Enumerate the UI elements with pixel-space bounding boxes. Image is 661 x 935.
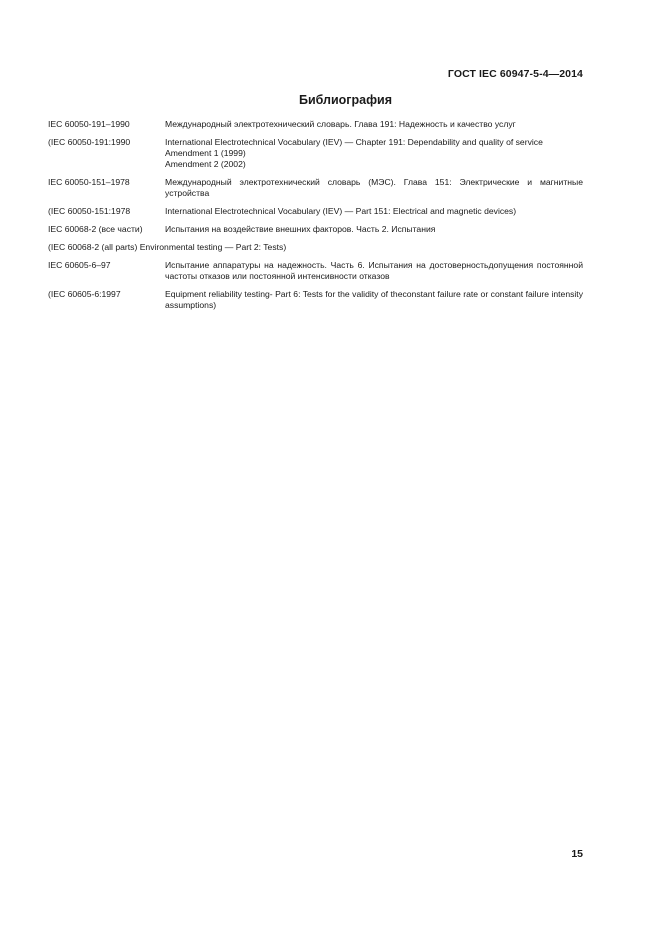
entry-description <box>165 206 583 217</box>
bibliography-entry <box>48 289 583 311</box>
entry-line: Международный электротехнический словарь. Глава 191: Надежность и качество услуг <box>165 119 516 129</box>
entry-reference: (IEC 60605-6:1997 <box>48 289 121 299</box>
entry-line: Испытание аппаратуры на надежность. Часть 6. Испытания на достоверностьдопущения постоянной частоты отказов или постоянной интенсивности отказов <box>165 260 583 281</box>
entry-reference: IEC 60050-151–1978 <box>48 177 130 187</box>
bibliography-entry <box>48 137 583 170</box>
entry-amendment: Amendment 2 (2002) <box>165 159 246 169</box>
entry-description <box>165 177 583 199</box>
entry-line: Международный электротехнический словарь (МЭС). Глава 151: Электрические и магнитные устройства <box>165 177 583 198</box>
bibliography-list <box>48 119 583 318</box>
page-number: 15 <box>571 848 583 860</box>
entry-description <box>165 289 583 311</box>
entry-reference: IEC 60605-6–97 <box>48 260 111 270</box>
bibliography-entry <box>48 224 583 235</box>
bibliography-title: Библиография <box>298 93 393 107</box>
entry-reference: (IEC 60050-151:1978 <box>48 206 131 216</box>
bibliography-entry <box>48 206 583 217</box>
entry-reference: IEC 60068-2 (все части) <box>48 224 143 234</box>
entry-description <box>165 260 583 282</box>
entry-line: International Electrotechnical Vocabulary (IEV) — Chapter 191: Dependability and quality of service <box>165 137 543 147</box>
entry-line: Испытания на воздействие внешних факторов. Часть 2. Испытания <box>165 224 436 234</box>
bibliography-entry <box>48 260 583 282</box>
bibliography-entry <box>48 177 583 199</box>
bibliography-entry <box>48 119 583 130</box>
entry-full-line: (IEC 60068-2 (all parts) Environmental testing — Part 2: Tests) <box>48 242 287 252</box>
entry-reference: (IEC 60050-191:1990 <box>48 137 131 147</box>
entry-description <box>165 224 583 235</box>
entry-description <box>165 119 583 130</box>
document-header-id: ГОСТ IEC 60947-5-4—2014 <box>447 68 583 80</box>
entry-amendment: Amendment 1 (1999) <box>165 148 246 158</box>
entry-line: International Electrotechnical Vocabulary (IEV) — Part 151: Electrical and magnetic devices) <box>165 206 517 216</box>
entry-line: Equipment reliability testing- Part 6: Tests for the validity of theconstant failure rate or constant failure intensity assumptions) <box>165 289 583 310</box>
entry-reference: IEC 60050-191–1990 <box>48 119 130 129</box>
entry-description <box>165 137 583 170</box>
bibliography-entry <box>48 242 583 253</box>
